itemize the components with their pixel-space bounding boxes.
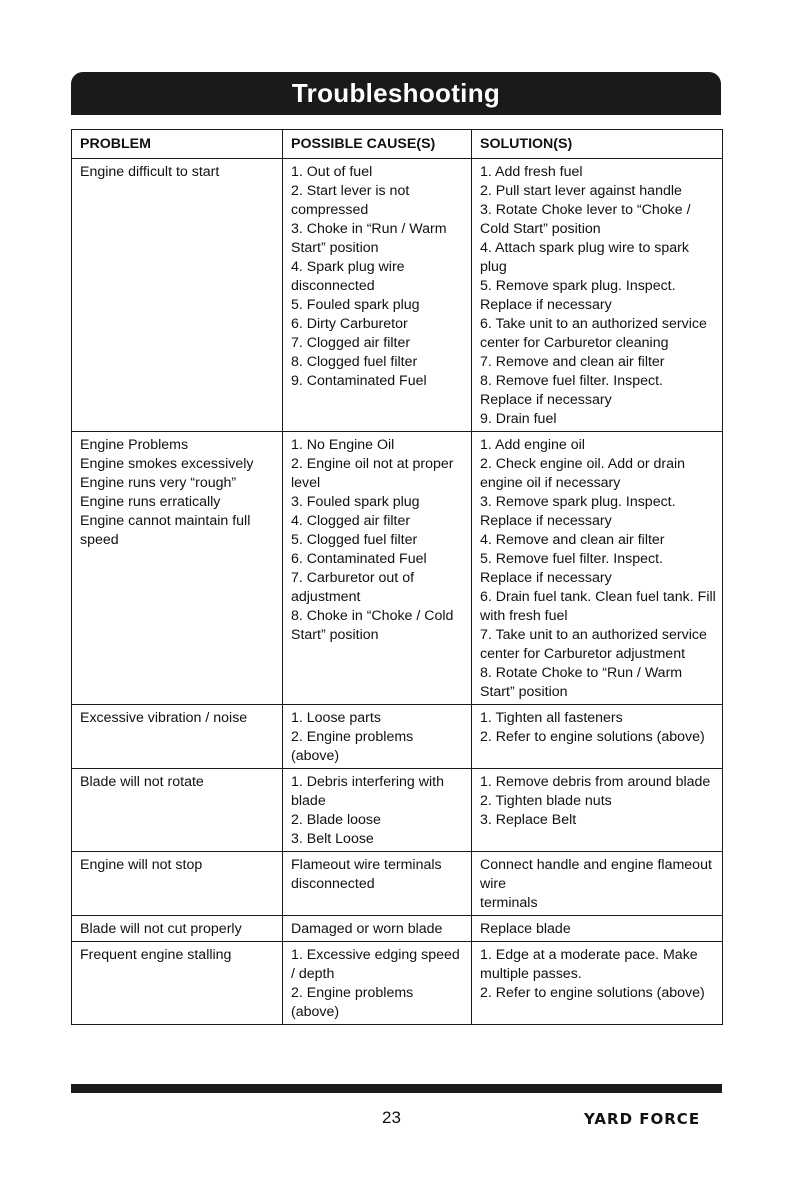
- causes-line: 7. Carburetor out of adjustment: [291, 570, 415, 605]
- causes-line: 6. Dirty Carburetor: [291, 316, 408, 332]
- problem-line: Engine will not stop: [80, 857, 203, 873]
- solutions-line: 2. Refer to engine solutions (above): [480, 985, 705, 1001]
- causes-cell: [283, 852, 472, 916]
- solutions-line: 8. Remove fuel filter. Inspect. Replace if necessary: [480, 373, 663, 408]
- causes-line: 6. Contaminated Fuel: [291, 551, 427, 567]
- solutions-line: 1. Add engine oil: [480, 437, 585, 453]
- causes-line: 4. Spark plug wire disconnected: [291, 259, 405, 294]
- problem-line: Engine Problems: [80, 437, 189, 453]
- causes-line: 2. Engine problems (above): [291, 985, 414, 1020]
- problem-cell: [72, 432, 283, 705]
- solutions-cell: [472, 852, 723, 916]
- solutions-line: 1. Remove debris from around blade: [480, 774, 711, 790]
- causes-line: 1. Debris interfering with blade: [291, 774, 444, 809]
- solutions-line: 3. Rotate Choke lever to “Choke / Cold Start” position: [480, 202, 691, 237]
- table-header-row: [72, 130, 723, 159]
- page-title: Troubleshooting: [291, 78, 501, 108]
- causes-line: 5. Fouled spark plug: [291, 297, 420, 313]
- causes-cell: [283, 432, 472, 705]
- solutions-line: 2. Pull start lever against handle: [480, 183, 682, 199]
- causes-cell: [283, 942, 472, 1025]
- causes-line: 2. Blade loose: [291, 812, 381, 828]
- solutions-line: 5. Remove fuel filter. Inspect. Replace if necessary: [480, 551, 663, 586]
- problem-cell: [72, 852, 283, 916]
- solutions-cell: [472, 942, 723, 1025]
- table-body: [72, 159, 723, 1025]
- solutions-line: 4. Attach spark plug wire to spark plug: [480, 240, 689, 275]
- solutions-line: terminals: [480, 895, 538, 911]
- solutions-cell: [472, 432, 723, 705]
- causes-cell: [283, 159, 472, 432]
- solutions-cell: [472, 916, 723, 942]
- problem-line: Blade will not cut properly: [80, 921, 242, 937]
- problem-cell: [72, 942, 283, 1025]
- causes-line: 3. Belt Loose: [291, 831, 374, 847]
- causes-line: 8. Choke in “Choke / Cold Start” position: [291, 608, 454, 643]
- solutions-line: 1. Tighten all fasteners: [480, 710, 623, 726]
- table-row: [72, 916, 723, 942]
- causes-line: 2. Start lever is not compressed: [291, 183, 410, 218]
- causes-line: Flameout wire terminals disconnected: [291, 857, 442, 892]
- solutions-line: 3. Replace Belt: [480, 812, 577, 828]
- table-row: [72, 432, 723, 705]
- header-solutions: SOLUTION(S): [472, 130, 723, 159]
- causes-line: 9. Contaminated Fuel: [291, 373, 427, 389]
- causes-line: 5. Clogged fuel filter: [291, 532, 418, 548]
- causes-cell: [283, 916, 472, 942]
- causes-line: 2. Engine oil not at proper level: [291, 456, 454, 491]
- section-title-bar: [71, 72, 721, 115]
- causes-line: 7. Clogged air filter: [291, 335, 411, 351]
- solutions-line: 3. Remove spark plug. Inspect. Replace if necessary: [480, 494, 676, 529]
- troubleshooting-table: [71, 129, 723, 1025]
- problem-cell: [72, 769, 283, 852]
- problem-line: Engine runs very “rough”: [80, 475, 237, 491]
- table-row: [72, 852, 723, 916]
- header-causes: POSSIBLE CAUSE(S): [283, 130, 472, 159]
- solutions-line: 4. Remove and clean air filter: [480, 532, 665, 548]
- causes-line: 1. No Engine Oil: [291, 437, 395, 453]
- causes-line: 3. Fouled spark plug: [291, 494, 420, 510]
- solutions-line: 2. Tighten blade nuts: [480, 793, 612, 809]
- footer-divider: [71, 1084, 722, 1093]
- table-row: [72, 705, 723, 769]
- solutions-line: 6. Take unit to an authorized service center for Carburetor cleaning: [480, 316, 707, 351]
- header-problem: PROBLEM: [72, 130, 283, 159]
- causes-line: 1. Out of fuel: [291, 164, 373, 180]
- causes-line: 2. Engine problems (above): [291, 729, 414, 764]
- solutions-line: 2. Check engine oil. Add or drain engine oil if necessary: [480, 456, 686, 491]
- solutions-line: 7. Take unit to an authorized service center for Carburetor adjustment: [480, 627, 707, 662]
- problem-cell: [72, 916, 283, 942]
- problem-cell: [72, 705, 283, 769]
- solutions-line: 5. Remove spark plug. Inspect. Replace if necessary: [480, 278, 676, 313]
- solutions-line: 9. Drain fuel: [480, 411, 557, 427]
- solutions-cell: [472, 705, 723, 769]
- brand-logo: YARD FORCE: [584, 1110, 701, 1128]
- solutions-cell: [472, 159, 723, 432]
- problem-line: Engine smokes excessively: [80, 456, 254, 472]
- causes-line: 1. Loose parts: [291, 710, 381, 726]
- table-row: [72, 942, 723, 1025]
- problem-line: Engine runs erratically: [80, 494, 221, 510]
- table-row: [72, 769, 723, 852]
- causes-cell: [283, 705, 472, 769]
- causes-line: 3. Choke in “Run / Warm Start” position: [291, 221, 447, 256]
- problem-line: Blade will not rotate: [80, 774, 204, 790]
- page-number: 23: [382, 1108, 401, 1127]
- causes-line: 4. Clogged air filter: [291, 513, 411, 529]
- solutions-line: 8. Rotate Choke to “Run / Warm Start” position: [480, 665, 683, 700]
- table-row: [72, 159, 723, 432]
- problem-line: Frequent engine stalling: [80, 947, 232, 963]
- problem-cell: [72, 159, 283, 432]
- solutions-cell: [472, 769, 723, 852]
- causes-line: Damaged or worn blade: [291, 921, 443, 937]
- solutions-line: 7. Remove and clean air filter: [480, 354, 665, 370]
- problem-line: Excessive vibration / noise: [80, 710, 248, 726]
- causes-line: 1. Excessive edging speed / depth: [291, 947, 460, 982]
- problem-line: Engine difficult to start: [80, 164, 220, 180]
- solutions-line: Connect handle and engine flameout wire: [480, 857, 712, 892]
- problem-line: Engine cannot maintain full speed: [80, 513, 251, 548]
- solutions-line: 2. Refer to engine solutions (above): [480, 729, 705, 745]
- causes-cell: [283, 769, 472, 852]
- solutions-line: 1. Edge at a moderate pace. Make multiple passes.: [480, 947, 698, 982]
- solutions-line: 1. Add fresh fuel: [480, 164, 583, 180]
- causes-line: 8. Clogged fuel filter: [291, 354, 418, 370]
- solutions-line: Replace blade: [480, 921, 571, 937]
- solutions-line: 6. Drain fuel tank. Clean fuel tank. Fill with fresh fuel: [480, 589, 716, 624]
